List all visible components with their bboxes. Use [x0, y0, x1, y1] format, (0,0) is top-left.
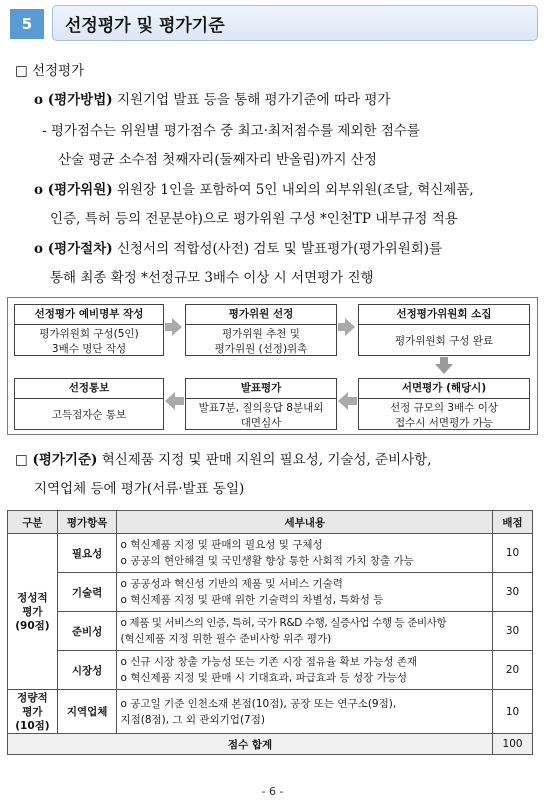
flow-step-preliminary-list	[14, 304, 164, 356]
flow-step-desc: 선정 규모의 3배수 이상	[390, 402, 498, 414]
page-number: - 6 -	[261, 785, 284, 798]
section-header	[7, 5, 532, 41]
item-name: 필요성	[57, 534, 117, 573]
col-header: 세부내용	[117, 511, 493, 534]
flow-step-desc: 평가위원 (선정)위촉	[214, 343, 308, 355]
eval-procedure-text: 신청서의 적합성(사전) 검토 및 발표평가(평가위원회)를	[112, 241, 443, 257]
table-header-row	[8, 511, 533, 534]
item-score: 10	[493, 534, 533, 573]
flow-step-select-members	[185, 304, 337, 356]
flow-step-convene-committee	[358, 304, 530, 356]
item-name: 지역업체	[57, 690, 117, 734]
item-score: 30	[493, 573, 533, 612]
item-details: o 혁신제품 지정 및 판매의 필요성 및 구체성 o 공공의 현안해결 및 국민생활 향상 통한 사회적 가치 창출 가능	[117, 534, 493, 573]
flow-step-desc: 고득점자순 통보	[51, 409, 127, 421]
item-name: 준비성	[57, 612, 117, 651]
item-details: o 공고일 기준 인천소재 본점(10점), 공장 또는 연구소(9점), 지점(8점), 그 외 관외기업(7점)	[117, 690, 493, 734]
table-row	[8, 534, 533, 573]
eval-committee-line2: 인증, 특허 등의 전문분야)으로 평가위원 구성 *인천TP 내부규정 적용	[50, 211, 458, 227]
flow-step-title: 선정통보	[15, 379, 163, 399]
eval-criteria-line2: 지역업체 등에 평가(서류·발표 동일)	[34, 481, 245, 497]
flow-step-presentation-eval	[185, 378, 337, 430]
flow-step-title: 선정평가 예비명부 작성	[15, 305, 163, 325]
flow-arrow-stem	[174, 397, 184, 405]
arrow-down-icon	[435, 364, 453, 374]
col-header: 배점	[493, 511, 533, 534]
eval-procedure-label: o (평가절차)	[34, 241, 113, 257]
eval-committee-para	[34, 181, 474, 199]
total-score: 100	[493, 734, 533, 755]
total-label: 점수 합계	[8, 734, 493, 755]
eval-method-para	[34, 91, 390, 109]
selection-eval-heading: □ 선정평가	[15, 63, 85, 79]
category-quantitative: 정량적 평가 (10점)	[8, 690, 58, 734]
eval-committee-label: o (평가위원)	[34, 182, 113, 198]
table-row	[8, 612, 533, 651]
flow-step-desc: 발표7분, 질의응답 8분내외	[198, 402, 324, 414]
flow-step-title: 발표평가	[186, 379, 336, 399]
eval-method-text: 지원기업 발표 등을 통해 평가기준에 따라 평가	[112, 92, 391, 108]
item-name: 기술력	[57, 573, 117, 612]
flow-step-desc: 대면심사	[240, 417, 282, 429]
flow-step-desc: 평가위원회 구성(5인)	[39, 328, 139, 340]
flow-arrow-stem	[347, 397, 357, 405]
item-score: 10	[493, 690, 533, 734]
criteria-table	[7, 510, 533, 755]
arrow-right-icon	[345, 318, 355, 336]
flow-step-title: 선정평가위원회 소집	[359, 305, 529, 325]
col-header: 평가항목	[57, 511, 117, 534]
table-row	[8, 651, 533, 690]
table-row	[8, 690, 533, 734]
flow-step-desc: 평가위원 추천 및	[222, 328, 300, 340]
flow-step-desc: 3배수 명단 작성	[51, 343, 127, 355]
eval-method-label: o (평가방법)	[34, 92, 113, 108]
item-score: 20	[493, 651, 533, 690]
item-details: o 신규 시장 창출 가능성 또는 기존 시장 점유율 확보 가능성 존재 o 혁신제품 지정 및 판매 시 기대효과, 파급효과 등 성장 가능성	[117, 651, 493, 690]
eval-criteria-para	[15, 451, 432, 469]
eval-procedure-line2: 통해 최종 확정 *선정규모 3배수 이상 시 서면평가 진행	[50, 270, 374, 286]
col-header: 구분	[8, 511, 58, 534]
eval-committee-text: 위원장 1인을 포함하여 5인 내외의 외부위원(조달, 혁신제품,	[112, 182, 474, 198]
item-score: 30	[493, 612, 533, 651]
score-rule-line1: - 평가점수는 위원별 평가점수 중 최고·최저점수를 제외한 점수를	[42, 123, 420, 139]
section-title: 선정평가 및 평가기준	[52, 5, 538, 41]
flow-step-written-eval	[358, 378, 530, 430]
item-details: o 제품 및 서비스의 인증, 특허, 국가 R&D 수행, 실증사업 수행 등 준비사항 (혁신제품 지정 위한 필수 준비사항 위주 평가)	[117, 612, 493, 651]
eval-criteria-label: □ (평가기준)	[15, 452, 98, 468]
item-details: o 공공성과 혁신성 기반의 제품 및 서비스 기술력 o 혁신제품 지정 및 판매 위한 기술력의 차별성, 특화성 등	[117, 573, 493, 612]
flow-step-title: 평가위원 선정	[186, 305, 336, 325]
eval-criteria-text: 혁신제품 지정 및 판매 지원의 필요성, 기술성, 준비사항,	[97, 452, 432, 468]
arrow-right-icon	[172, 318, 182, 336]
score-rule-line2: 산술 평균 소수점 첫째자리(둘째자리 반올림)까지 산정	[58, 152, 377, 168]
category-qualitative: 정성적 평가 (90점)	[8, 534, 58, 690]
flow-step-notify	[14, 378, 164, 430]
section-number: 5	[10, 9, 44, 39]
eval-procedure-para	[34, 240, 442, 258]
flow-step-title: 서면평가 (해당시)	[359, 379, 529, 399]
flow-step-desc: 평가위원회 구성 완료	[395, 335, 493, 347]
table-total-row	[8, 734, 533, 755]
flow-step-desc: 접수시 서면평가 가능	[395, 417, 493, 429]
item-name: 시장성	[57, 651, 117, 690]
table-row	[8, 573, 533, 612]
